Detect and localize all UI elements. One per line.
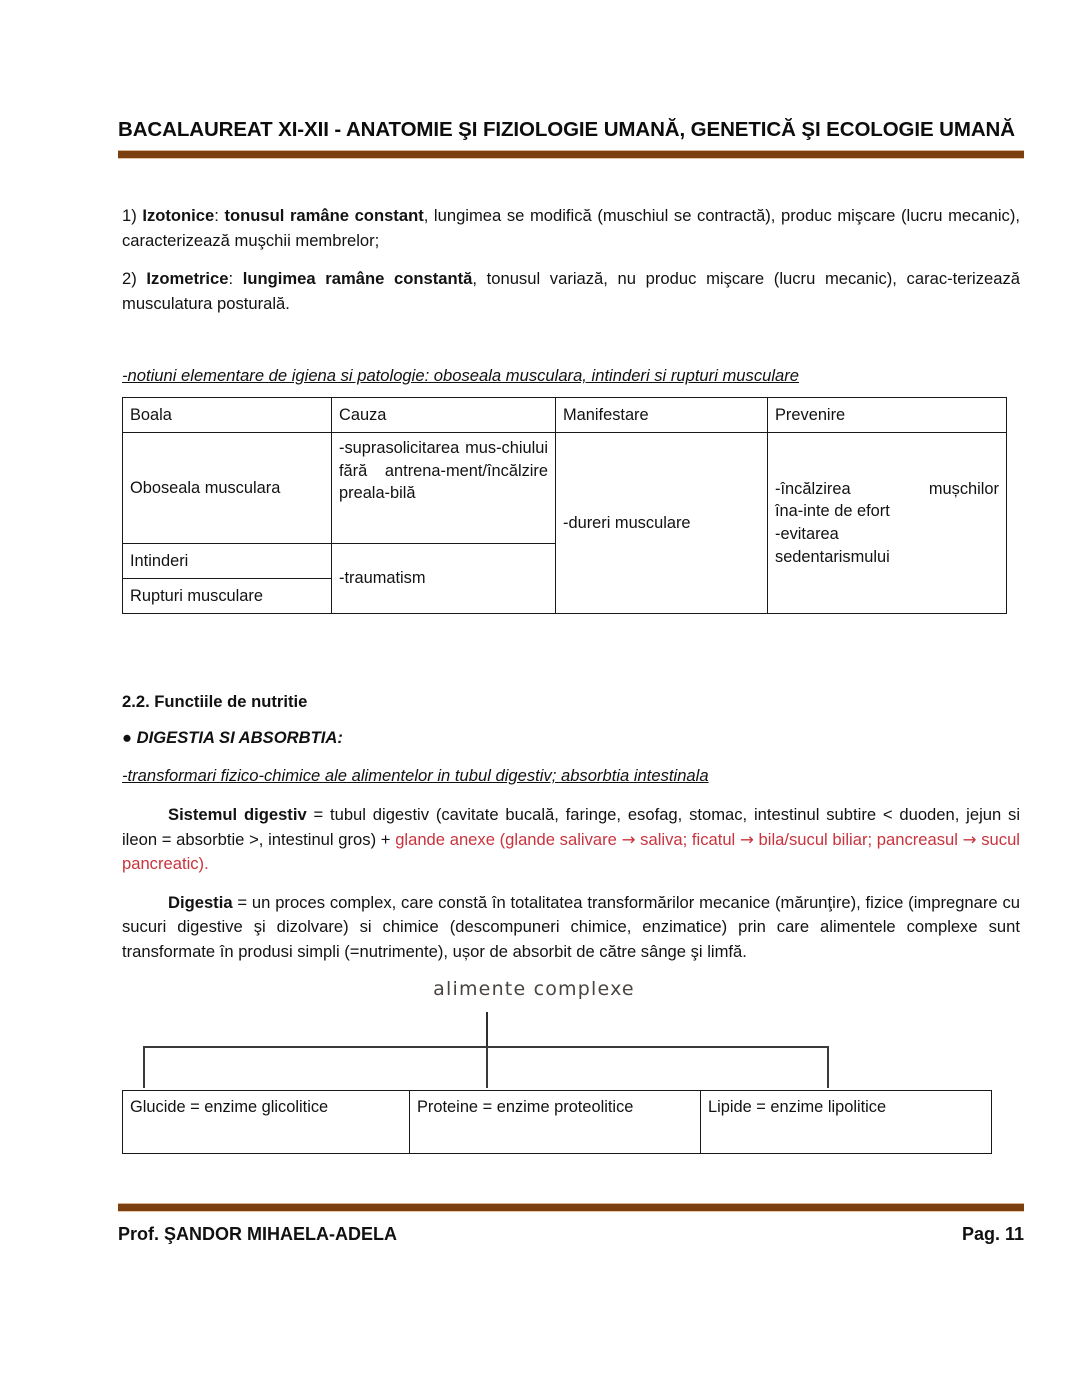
column-header-manifestare: Manifestare xyxy=(556,398,768,433)
izometrice-term: Izometrice xyxy=(146,269,229,289)
section-heading-digestia-text: DIGESTIA SI ABSORBTIA: xyxy=(136,728,343,748)
cell-proteine: Proteine = enzime proteolitice xyxy=(410,1091,701,1154)
footer-page-number: Pag. 11 xyxy=(961,1224,1024,1244)
column-header-cauza: Cauza xyxy=(332,398,556,433)
sistemul-digestiv-red-3: bila/sucul biliar; pancreasul xyxy=(753,829,963,849)
document-footer xyxy=(118,1196,1024,1245)
page-title: BACALAUREAT XI-XII - ANATOMIE ŞI FIZIOLOGIE UMANĂ, GENETICĂ ŞI ECOLOGIE UMANĂ xyxy=(118,118,1015,141)
table-header-row xyxy=(123,398,1007,433)
cell-lipide: Lipide = enzime lipolitice xyxy=(701,1091,992,1154)
sistemul-digestiv-term: Sistemul digestiv xyxy=(168,804,307,824)
izotonice-rest: , lungimea se modifică (muschiul se contractă), produc mişcare (lucru mecanic), caracterizează muşchii membrelor; xyxy=(122,206,1020,250)
izometrice-definition: lungimea ramâne constantă xyxy=(242,269,473,289)
cell-prevenire xyxy=(768,433,1007,614)
footer-author: Prof. ŞANDOR MIHAELA-ADELA xyxy=(118,1224,397,1244)
column-header-boala: Boala xyxy=(123,398,332,433)
izotonice-term: Izotonice xyxy=(142,206,215,225)
diagram-brace-middle xyxy=(486,1046,488,1088)
paragraph-izotonice xyxy=(122,204,1020,253)
diagram-stem-top xyxy=(486,1012,488,1048)
izometrice-rest: , tonusul variază, nu produc mişcare (lucru mecanic), carac-terizează musculatura posturală. xyxy=(122,269,1020,313)
cell-cauza-traumatism: -traumatism xyxy=(332,544,556,614)
table-row xyxy=(123,1091,992,1154)
table-boli xyxy=(122,397,1007,614)
diagram-brace-right xyxy=(827,1046,829,1088)
paragraph-digestia xyxy=(122,891,1020,965)
sistemul-digestiv-black: = tubul digestiv (cavitate bucală, faringe, esofag, stomac, intestinul subtire < duoden, jejun si ileon = absorbtie >, intestinul gros) + xyxy=(122,804,1021,849)
paragraph-sistemul-digestiv xyxy=(122,803,1020,877)
izotonice-colon: : xyxy=(214,206,225,225)
prevenire-line-1-wrap xyxy=(775,478,999,501)
digestia-rest: = un proces complex, care constă în totalitatea transformărilor mecanice (mărunţire), fizice (impregnare cu sucuri digestive şi dizolvare) si chimice (descompuneri chimice, enzimatice) prin care alimentele complexe sunt transformate în produsi simpli (=nutrimente), ușor de absorbit de către sânge şi limfă. xyxy=(122,892,1020,961)
footer-row xyxy=(118,1224,1024,1245)
izometrice-number: 2) xyxy=(122,269,147,289)
digestia-term: Digestia xyxy=(168,892,233,912)
izotonice-definition: tonusul ramâne constant xyxy=(224,206,424,225)
table-row xyxy=(123,433,1007,544)
sistemul-digestiv-red-4: sucul pancreatic). xyxy=(122,829,1020,874)
spacer xyxy=(122,614,1020,692)
prevenire-line-2: îna-inte de efort xyxy=(775,502,890,521)
cell-glucide: Glucide = enzime glicolitice xyxy=(123,1091,410,1154)
spacer xyxy=(122,330,1020,364)
cell-manifestare-dureri: -dureri musculare xyxy=(556,433,768,614)
sistemul-digestiv-red-1: glande anexe (glande salivare xyxy=(395,829,622,849)
document-content xyxy=(122,204,1020,1148)
notiuni-heading-wrap xyxy=(122,364,1020,389)
arrow-icon: → xyxy=(739,829,754,849)
notiuni-heading: -notiuni elementare de igiena si patologie: oboseala musculara, intinderi si rupturi musculare xyxy=(122,366,800,386)
prevenire-line-4: sedentarismului xyxy=(775,547,890,566)
cell-boala-rupturi: Rupturi musculare xyxy=(123,579,332,614)
footer-rule xyxy=(118,1203,1024,1212)
izotonice-number: 1) xyxy=(122,206,143,225)
diagram-alimente-complexe xyxy=(122,978,946,1148)
document-header xyxy=(118,118,1024,159)
transformari-heading-wrap xyxy=(122,764,1020,789)
cell-boala-oboseala: Oboseala musculara xyxy=(123,433,332,544)
section-heading-nutritie: 2.2. Functiile de nutritie xyxy=(122,692,308,712)
header-rule xyxy=(118,150,1024,159)
bullet-icon: ● xyxy=(122,728,137,748)
cell-boala-intinderi: Intinderi xyxy=(123,544,332,579)
table-enzime xyxy=(122,1090,992,1154)
transformari-heading: -transformari fizico-chimice ale alimentelor in tubul digestiv; absorbtia intestinala xyxy=(122,766,709,786)
column-header-prevenire: Prevenire xyxy=(768,398,1007,433)
arrow-icon: → xyxy=(621,829,636,849)
section-heading-digestia xyxy=(122,728,1020,748)
arrow-icon: → xyxy=(962,829,977,849)
prevenire-line-1a: -încălzirea xyxy=(775,479,851,498)
prevenire-line-3: -evitarea xyxy=(775,525,839,544)
cell-cauza-suprasolicitare: -suprasolicitarea mus-chiului fără antrena-ment/încălzire preala-bilă xyxy=(332,433,556,544)
prevenire-line-1b: mușchilor xyxy=(928,479,999,498)
diagram-label: alimente complexe xyxy=(433,978,635,1001)
paragraph-izometrice xyxy=(122,267,1020,316)
izometrice-colon: : xyxy=(228,269,243,289)
diagram-brace-left xyxy=(143,1046,145,1088)
sistemul-digestiv-red-2: saliva; ficatul xyxy=(635,829,740,849)
